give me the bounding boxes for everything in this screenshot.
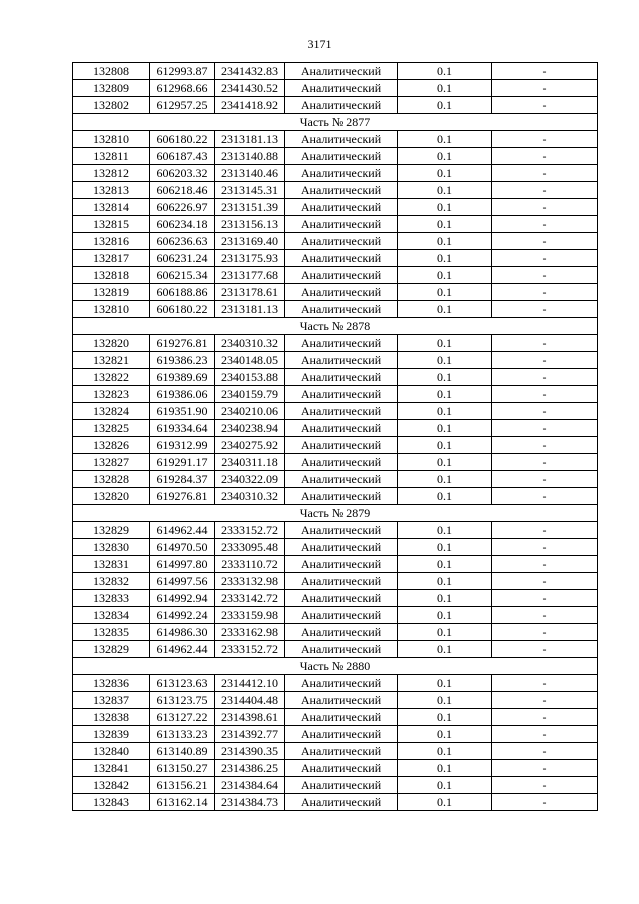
x-coordinate-cell: 619334.64: [150, 420, 215, 437]
point-id-cell: 132819: [73, 284, 150, 301]
x-coordinate-cell: 613150.27: [150, 760, 215, 777]
point-id-cell: 132841: [73, 760, 150, 777]
point-id-cell: 132810: [73, 131, 150, 148]
table-row: [73, 437, 598, 454]
method-cell: Аналитический: [285, 709, 398, 726]
x-coordinate-cell: 619386.23: [150, 352, 215, 369]
point-id-cell: 132837: [73, 692, 150, 709]
method-cell: Аналитический: [285, 539, 398, 556]
accuracy-cell: 0.1: [398, 556, 492, 573]
point-id-cell: 132825: [73, 420, 150, 437]
x-coordinate-cell: 613133.23: [150, 726, 215, 743]
x-coordinate-cell: 614992.24: [150, 607, 215, 624]
x-coordinate-cell: 619276.81: [150, 488, 215, 505]
y-coordinate-cell: 2340310.32: [215, 335, 285, 352]
method-cell: Аналитический: [285, 743, 398, 760]
section-header-row: [73, 658, 598, 675]
section-header-row: [73, 114, 598, 131]
x-coordinate-cell: 613156.21: [150, 777, 215, 794]
point-id-cell: 132836: [73, 675, 150, 692]
y-coordinate-cell: 2314392.77: [215, 726, 285, 743]
accuracy-cell: 0.1: [398, 590, 492, 607]
section-title: Часть № 2879: [73, 505, 598, 522]
table-row: [73, 420, 598, 437]
x-coordinate-cell: 606226.97: [150, 199, 215, 216]
point-id-cell: 132842: [73, 777, 150, 794]
y-coordinate-cell: 2333142.72: [215, 590, 285, 607]
note-cell: -: [492, 420, 598, 437]
method-cell: Аналитический: [285, 352, 398, 369]
accuracy-cell: 0.1: [398, 233, 492, 250]
y-coordinate-cell: 2313145.31: [215, 182, 285, 199]
y-coordinate-cell: 2333159.98: [215, 607, 285, 624]
x-coordinate-cell: 619312.99: [150, 437, 215, 454]
y-coordinate-cell: 2313181.13: [215, 131, 285, 148]
table-row: [73, 692, 598, 709]
method-cell: Аналитический: [285, 760, 398, 777]
y-coordinate-cell: 2340210.06: [215, 403, 285, 420]
table-row: [73, 63, 598, 80]
note-cell: -: [492, 63, 598, 80]
method-cell: Аналитический: [285, 607, 398, 624]
y-coordinate-cell: 2313140.88: [215, 148, 285, 165]
method-cell: Аналитический: [285, 437, 398, 454]
point-id-cell: 132831: [73, 556, 150, 573]
point-id-cell: 132827: [73, 454, 150, 471]
table-row: [73, 624, 598, 641]
x-coordinate-cell: 606187.43: [150, 148, 215, 165]
point-id-cell: 132824: [73, 403, 150, 420]
note-cell: -: [492, 726, 598, 743]
method-cell: Аналитический: [285, 556, 398, 573]
note-cell: -: [492, 709, 598, 726]
accuracy-cell: 0.1: [398, 777, 492, 794]
point-id-cell: 132840: [73, 743, 150, 760]
y-coordinate-cell: 2340322.09: [215, 471, 285, 488]
accuracy-cell: 0.1: [398, 80, 492, 97]
y-coordinate-cell: 2313175.93: [215, 250, 285, 267]
method-cell: Аналитический: [285, 454, 398, 471]
note-cell: -: [492, 216, 598, 233]
note-cell: -: [492, 454, 598, 471]
table-row: [73, 131, 598, 148]
note-cell: -: [492, 471, 598, 488]
table-row: [73, 369, 598, 386]
x-coordinate-cell: 614992.94: [150, 590, 215, 607]
method-cell: Аналитический: [285, 131, 398, 148]
accuracy-cell: 0.1: [398, 539, 492, 556]
accuracy-cell: 0.1: [398, 216, 492, 233]
y-coordinate-cell: 2341418.92: [215, 97, 285, 114]
accuracy-cell: 0.1: [398, 301, 492, 318]
y-coordinate-cell: 2314384.73: [215, 794, 285, 811]
note-cell: -: [492, 131, 598, 148]
note-cell: -: [492, 556, 598, 573]
y-coordinate-cell: 2340311.18: [215, 454, 285, 471]
x-coordinate-cell: 612993.87: [150, 63, 215, 80]
table-row: [73, 454, 598, 471]
accuracy-cell: 0.1: [398, 692, 492, 709]
point-id-cell: 132808: [73, 63, 150, 80]
point-id-cell: 132811: [73, 148, 150, 165]
point-id-cell: 132820: [73, 335, 150, 352]
point-id-cell: 132815: [73, 216, 150, 233]
y-coordinate-cell: 2333152.72: [215, 522, 285, 539]
y-coordinate-cell: 2313140.46: [215, 165, 285, 182]
method-cell: Аналитический: [285, 590, 398, 607]
method-cell: Аналитический: [285, 726, 398, 743]
method-cell: Аналитический: [285, 777, 398, 794]
accuracy-cell: 0.1: [398, 488, 492, 505]
accuracy-cell: 0.1: [398, 760, 492, 777]
accuracy-cell: 0.1: [398, 607, 492, 624]
table-row: [73, 726, 598, 743]
note-cell: -: [492, 624, 598, 641]
method-cell: Аналитический: [285, 794, 398, 811]
accuracy-cell: 0.1: [398, 97, 492, 114]
point-id-cell: 132822: [73, 369, 150, 386]
y-coordinate-cell: 2313177.68: [215, 267, 285, 284]
x-coordinate-cell: 614962.44: [150, 641, 215, 658]
x-coordinate-cell: 606203.32: [150, 165, 215, 182]
table-row: [73, 522, 598, 539]
x-coordinate-cell: 613162.14: [150, 794, 215, 811]
coordinates-table: [72, 62, 598, 811]
accuracy-cell: 0.1: [398, 250, 492, 267]
x-coordinate-cell: 619386.06: [150, 386, 215, 403]
table-row: [73, 760, 598, 777]
point-id-cell: 132810: [73, 301, 150, 318]
y-coordinate-cell: 2333162.98: [215, 624, 285, 641]
point-id-cell: 132818: [73, 267, 150, 284]
x-coordinate-cell: 613127.22: [150, 709, 215, 726]
note-cell: -: [492, 284, 598, 301]
method-cell: Аналитический: [285, 624, 398, 641]
table-row: [73, 488, 598, 505]
note-cell: -: [492, 199, 598, 216]
method-cell: Аналитический: [285, 148, 398, 165]
accuracy-cell: 0.1: [398, 794, 492, 811]
note-cell: -: [492, 369, 598, 386]
accuracy-cell: 0.1: [398, 131, 492, 148]
table-row: [73, 250, 598, 267]
accuracy-cell: 0.1: [398, 709, 492, 726]
y-coordinate-cell: 2314386.25: [215, 760, 285, 777]
accuracy-cell: 0.1: [398, 199, 492, 216]
accuracy-cell: 0.1: [398, 369, 492, 386]
note-cell: -: [492, 97, 598, 114]
point-id-cell: 132813: [73, 182, 150, 199]
x-coordinate-cell: 606180.22: [150, 131, 215, 148]
accuracy-cell: 0.1: [398, 454, 492, 471]
x-coordinate-cell: 612957.25: [150, 97, 215, 114]
accuracy-cell: 0.1: [398, 573, 492, 590]
table-row: [73, 199, 598, 216]
method-cell: Аналитический: [285, 692, 398, 709]
y-coordinate-cell: 2313169.40: [215, 233, 285, 250]
table-row: [73, 97, 598, 114]
y-coordinate-cell: 2313181.13: [215, 301, 285, 318]
method-cell: Аналитический: [285, 420, 398, 437]
table-row: [73, 777, 598, 794]
table-row: [73, 675, 598, 692]
table-row: [73, 573, 598, 590]
x-coordinate-cell: 614986.30: [150, 624, 215, 641]
table-row: [73, 352, 598, 369]
note-cell: -: [492, 641, 598, 658]
x-coordinate-cell: 606180.22: [150, 301, 215, 318]
x-coordinate-cell: 606231.24: [150, 250, 215, 267]
method-cell: Аналитический: [285, 522, 398, 539]
point-id-cell: 132839: [73, 726, 150, 743]
table-row: [73, 182, 598, 199]
point-id-cell: 132821: [73, 352, 150, 369]
note-cell: -: [492, 233, 598, 250]
y-coordinate-cell: 2314412.10: [215, 675, 285, 692]
table-row: [73, 165, 598, 182]
note-cell: -: [492, 352, 598, 369]
accuracy-cell: 0.1: [398, 335, 492, 352]
accuracy-cell: 0.1: [398, 352, 492, 369]
y-coordinate-cell: 2340310.32: [215, 488, 285, 505]
x-coordinate-cell: 613123.63: [150, 675, 215, 692]
method-cell: Аналитический: [285, 573, 398, 590]
y-coordinate-cell: 2333095.48: [215, 539, 285, 556]
section-title: Часть № 2877: [73, 114, 598, 131]
table-row: [73, 556, 598, 573]
table-row: [73, 403, 598, 420]
note-cell: -: [492, 80, 598, 97]
method-cell: Аналитический: [285, 301, 398, 318]
y-coordinate-cell: 2314404.48: [215, 692, 285, 709]
method-cell: Аналитический: [285, 250, 398, 267]
table-row: [73, 641, 598, 658]
point-id-cell: 132809: [73, 80, 150, 97]
coordinates-table-body: [73, 63, 598, 811]
y-coordinate-cell: 2313151.39: [215, 199, 285, 216]
table-row: [73, 743, 598, 760]
accuracy-cell: 0.1: [398, 522, 492, 539]
method-cell: Аналитический: [285, 165, 398, 182]
table-row: [73, 794, 598, 811]
point-id-cell: 132829: [73, 641, 150, 658]
note-cell: -: [492, 335, 598, 352]
method-cell: Аналитический: [285, 488, 398, 505]
accuracy-cell: 0.1: [398, 437, 492, 454]
point-id-cell: 132843: [73, 794, 150, 811]
point-id-cell: 132826: [73, 437, 150, 454]
note-cell: -: [492, 794, 598, 811]
note-cell: -: [492, 607, 598, 624]
point-id-cell: 132833: [73, 590, 150, 607]
y-coordinate-cell: 2340275.92: [215, 437, 285, 454]
y-coordinate-cell: 2333132.98: [215, 573, 285, 590]
method-cell: Аналитический: [285, 369, 398, 386]
method-cell: Аналитический: [285, 80, 398, 97]
y-coordinate-cell: 2340159.79: [215, 386, 285, 403]
note-cell: -: [492, 539, 598, 556]
table-row: [73, 267, 598, 284]
point-id-cell: 132834: [73, 607, 150, 624]
point-id-cell: 132817: [73, 250, 150, 267]
y-coordinate-cell: 2313178.61: [215, 284, 285, 301]
y-coordinate-cell: 2341432.83: [215, 63, 285, 80]
point-id-cell: 132814: [73, 199, 150, 216]
section-title: Часть № 2878: [73, 318, 598, 335]
method-cell: Аналитический: [285, 233, 398, 250]
method-cell: Аналитический: [285, 386, 398, 403]
x-coordinate-cell: 614962.44: [150, 522, 215, 539]
accuracy-cell: 0.1: [398, 743, 492, 760]
note-cell: -: [492, 182, 598, 199]
accuracy-cell: 0.1: [398, 63, 492, 80]
y-coordinate-cell: 2314398.61: [215, 709, 285, 726]
accuracy-cell: 0.1: [398, 182, 492, 199]
x-coordinate-cell: 606215.34: [150, 267, 215, 284]
x-coordinate-cell: 613140.89: [150, 743, 215, 760]
method-cell: Аналитический: [285, 403, 398, 420]
accuracy-cell: 0.1: [398, 403, 492, 420]
table-row: [73, 148, 598, 165]
x-coordinate-cell: 619351.90: [150, 403, 215, 420]
note-cell: -: [492, 573, 598, 590]
note-cell: -: [492, 675, 598, 692]
section-title: Часть № 2880: [73, 658, 598, 675]
note-cell: -: [492, 165, 598, 182]
method-cell: Аналитический: [285, 216, 398, 233]
note-cell: -: [492, 148, 598, 165]
x-coordinate-cell: 606188.86: [150, 284, 215, 301]
method-cell: Аналитический: [285, 335, 398, 352]
y-coordinate-cell: 2333110.72: [215, 556, 285, 573]
point-id-cell: 132835: [73, 624, 150, 641]
point-id-cell: 132832: [73, 573, 150, 590]
y-coordinate-cell: 2333152.72: [215, 641, 285, 658]
page-number: 3171: [307, 37, 332, 51]
table-row: [73, 709, 598, 726]
section-header-row: [73, 318, 598, 335]
note-cell: -: [492, 437, 598, 454]
accuracy-cell: 0.1: [398, 471, 492, 488]
y-coordinate-cell: 2340238.94: [215, 420, 285, 437]
section-header-row: [73, 505, 598, 522]
x-coordinate-cell: 614970.50: [150, 539, 215, 556]
note-cell: -: [492, 590, 598, 607]
x-coordinate-cell: 613123.75: [150, 692, 215, 709]
accuracy-cell: 0.1: [398, 267, 492, 284]
point-id-cell: 132820: [73, 488, 150, 505]
table-row: [73, 539, 598, 556]
x-coordinate-cell: 619276.81: [150, 335, 215, 352]
point-id-cell: 132812: [73, 165, 150, 182]
accuracy-cell: 0.1: [398, 386, 492, 403]
x-coordinate-cell: 619389.69: [150, 369, 215, 386]
table-row: [73, 284, 598, 301]
y-coordinate-cell: 2313156.13: [215, 216, 285, 233]
table-row: [73, 301, 598, 318]
point-id-cell: 132828: [73, 471, 150, 488]
table-row: [73, 590, 598, 607]
point-id-cell: 132830: [73, 539, 150, 556]
method-cell: Аналитический: [285, 97, 398, 114]
x-coordinate-cell: 606218.46: [150, 182, 215, 199]
table-row: [73, 80, 598, 97]
x-coordinate-cell: 619284.37: [150, 471, 215, 488]
note-cell: -: [492, 301, 598, 318]
x-coordinate-cell: 619291.17: [150, 454, 215, 471]
method-cell: Аналитический: [285, 199, 398, 216]
y-coordinate-cell: 2340153.88: [215, 369, 285, 386]
accuracy-cell: 0.1: [398, 726, 492, 743]
point-id-cell: 132829: [73, 522, 150, 539]
table-row: [73, 471, 598, 488]
accuracy-cell: 0.1: [398, 675, 492, 692]
y-coordinate-cell: 2341430.52: [215, 80, 285, 97]
point-id-cell: 132823: [73, 386, 150, 403]
table-row: [73, 335, 598, 352]
accuracy-cell: 0.1: [398, 148, 492, 165]
point-id-cell: 132838: [73, 709, 150, 726]
method-cell: Аналитический: [285, 182, 398, 199]
table-row: [73, 233, 598, 250]
x-coordinate-cell: 606236.63: [150, 233, 215, 250]
note-cell: -: [492, 267, 598, 284]
accuracy-cell: 0.1: [398, 641, 492, 658]
table-row: [73, 607, 598, 624]
method-cell: Аналитический: [285, 284, 398, 301]
note-cell: -: [492, 250, 598, 267]
note-cell: -: [492, 386, 598, 403]
method-cell: Аналитический: [285, 267, 398, 284]
accuracy-cell: 0.1: [398, 420, 492, 437]
note-cell: -: [492, 522, 598, 539]
note-cell: -: [492, 403, 598, 420]
point-id-cell: 132816: [73, 233, 150, 250]
y-coordinate-cell: 2314390.35: [215, 743, 285, 760]
note-cell: -: [492, 760, 598, 777]
note-cell: -: [492, 488, 598, 505]
method-cell: Аналитический: [285, 675, 398, 692]
x-coordinate-cell: 614997.80: [150, 556, 215, 573]
note-cell: -: [492, 692, 598, 709]
accuracy-cell: 0.1: [398, 624, 492, 641]
method-cell: Аналитический: [285, 63, 398, 80]
y-coordinate-cell: 2340148.05: [215, 352, 285, 369]
note-cell: -: [492, 743, 598, 760]
accuracy-cell: 0.1: [398, 284, 492, 301]
y-coordinate-cell: 2314384.64: [215, 777, 285, 794]
table-row: [73, 216, 598, 233]
point-id-cell: 132802: [73, 97, 150, 114]
accuracy-cell: 0.1: [398, 165, 492, 182]
method-cell: Аналитический: [285, 471, 398, 488]
x-coordinate-cell: 606234.18: [150, 216, 215, 233]
method-cell: Аналитический: [285, 641, 398, 658]
table-row: [73, 386, 598, 403]
x-coordinate-cell: 612968.66: [150, 80, 215, 97]
note-cell: -: [492, 777, 598, 794]
x-coordinate-cell: 614997.56: [150, 573, 215, 590]
